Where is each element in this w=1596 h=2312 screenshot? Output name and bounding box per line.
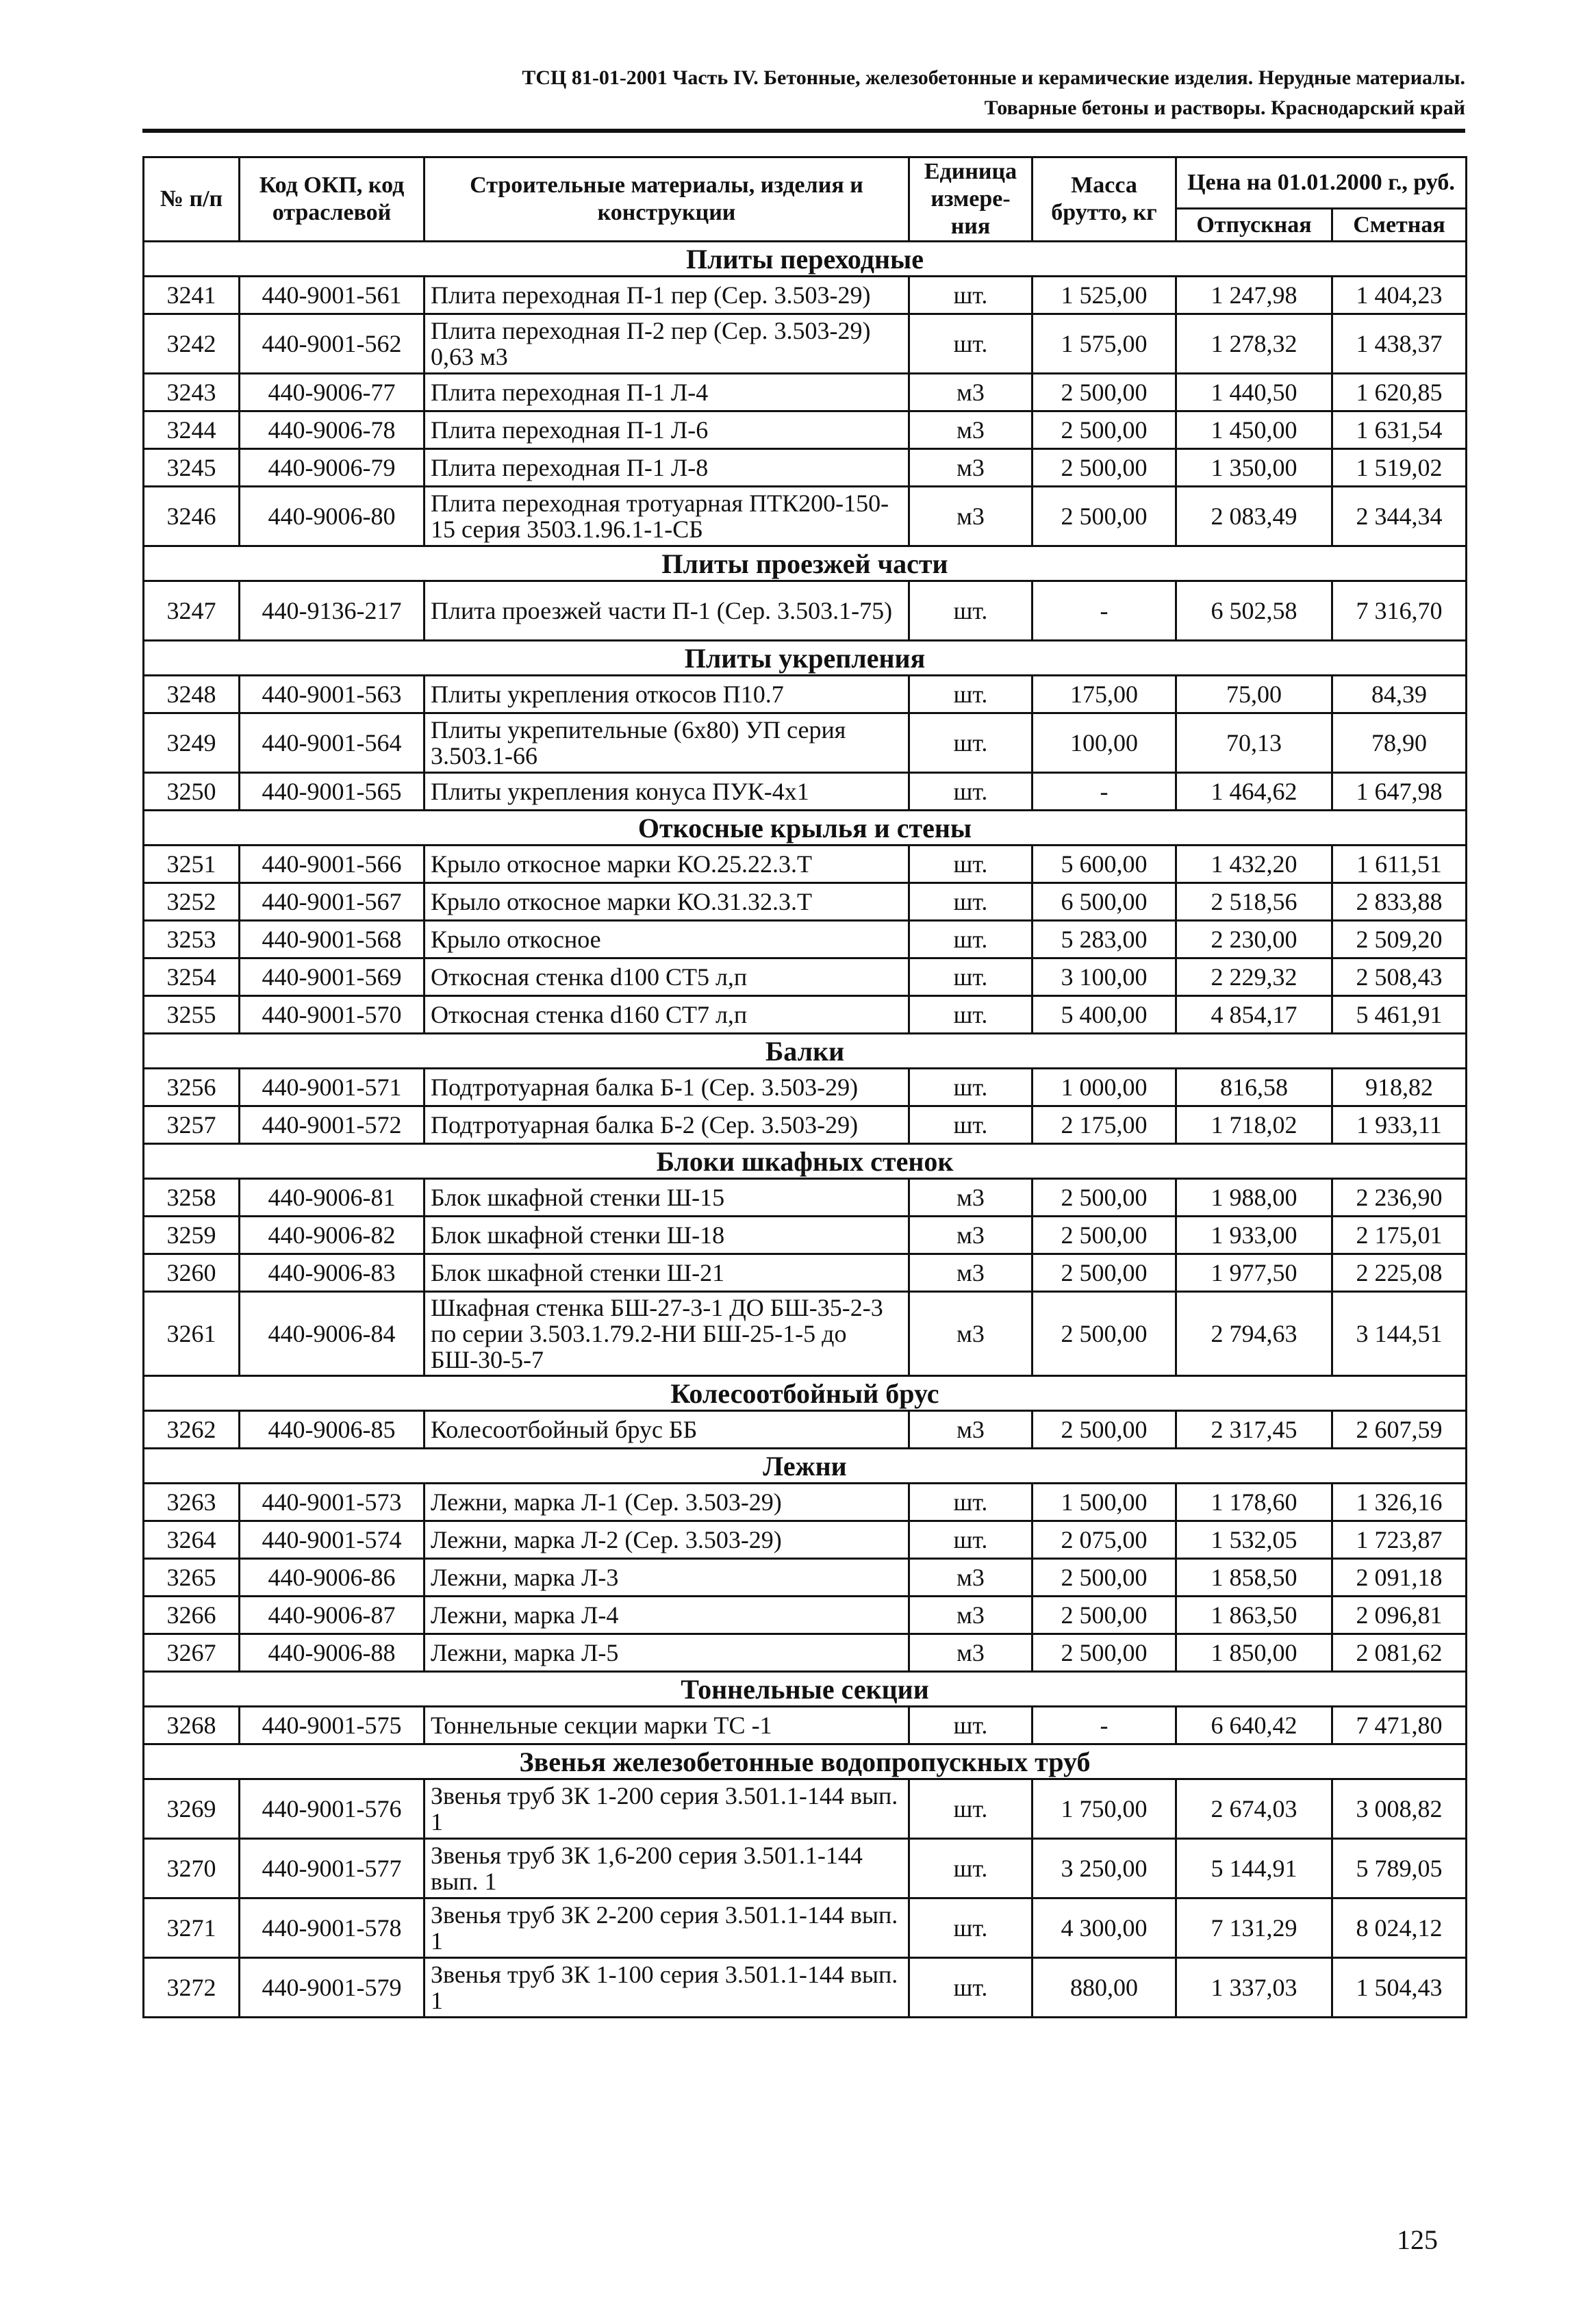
cell-price-estimate: 2 175,01 xyxy=(1332,1217,1467,1254)
cell-unit: м3 xyxy=(909,1179,1033,1217)
cell-price-estimate: 7 316,70 xyxy=(1332,581,1467,641)
cell-no: 3248 xyxy=(144,676,240,713)
cell-unit: шт. xyxy=(909,1707,1033,1744)
cell-price-estimate: 918,82 xyxy=(1332,1069,1467,1106)
table-row xyxy=(144,1559,1467,1597)
table-row xyxy=(144,1106,1467,1144)
cell-name: Блок шкафной стенки Ш-15 xyxy=(425,1179,909,1217)
cell-price-estimate: 1 620,85 xyxy=(1332,374,1467,411)
cell-mass: 5 400,00 xyxy=(1033,996,1176,1034)
table-row xyxy=(144,773,1467,811)
cell-unit: м3 xyxy=(909,449,1033,487)
cell-unit: шт. xyxy=(909,314,1033,374)
cell-price-estimate: 84,39 xyxy=(1332,676,1467,713)
cell-no: 3259 xyxy=(144,1217,240,1254)
cell-code: 440-9001-564 xyxy=(240,713,425,773)
cell-mass: 3 250,00 xyxy=(1033,1839,1176,1898)
cell-name: Плиты укрепительные (6х80) УП серия 3.503.1-66 xyxy=(425,713,909,773)
cell-name: Блок шкафной стенки Ш-18 xyxy=(425,1217,909,1254)
cell-price-estimate: 2 225,08 xyxy=(1332,1254,1467,1292)
cell-no: 3246 xyxy=(144,487,240,546)
cell-price-release: 1 858,50 xyxy=(1176,1559,1332,1597)
cell-unit: м3 xyxy=(909,411,1033,449)
table-row xyxy=(144,1217,1467,1254)
cell-price-estimate: 2 081,62 xyxy=(1332,1634,1467,1672)
cell-price-estimate: 1 647,98 xyxy=(1332,773,1467,811)
col-header-no: № п/п xyxy=(144,157,240,242)
cell-mass: 880,00 xyxy=(1033,1958,1176,2018)
cell-price-release: 1 350,00 xyxy=(1176,449,1332,487)
cell-unit: шт. xyxy=(909,581,1033,641)
cell-mass: - xyxy=(1033,773,1176,811)
table-row xyxy=(144,1292,1467,1376)
cell-code: 440-9006-80 xyxy=(240,487,425,546)
table-row xyxy=(144,314,1467,374)
cell-price-estimate: 2 091,18 xyxy=(1332,1559,1467,1597)
cell-price-release: 1 247,98 xyxy=(1176,277,1332,314)
cell-no: 3241 xyxy=(144,277,240,314)
cell-mass: 2 175,00 xyxy=(1033,1106,1176,1144)
cell-code: 440-9006-84 xyxy=(240,1292,425,1376)
cell-mass: 1 000,00 xyxy=(1033,1069,1176,1106)
cell-price-release: 1 850,00 xyxy=(1176,1634,1332,1672)
cell-price-estimate: 2 508,43 xyxy=(1332,958,1467,996)
cell-no: 3265 xyxy=(144,1559,240,1597)
cell-mass: 2 500,00 xyxy=(1033,1411,1176,1449)
cell-mass: 2 500,00 xyxy=(1033,411,1176,449)
cell-price-estimate: 1 404,23 xyxy=(1332,277,1467,314)
cell-price-estimate: 1 723,87 xyxy=(1332,1521,1467,1559)
table-row xyxy=(144,1634,1467,1672)
cell-code: 440-9006-88 xyxy=(240,1634,425,1672)
table-row xyxy=(144,1411,1467,1449)
col-header-mass: Масса брутто, кг xyxy=(1033,157,1176,242)
header-line-2: Товарные бетоны и растворы. Краснодарский край xyxy=(984,97,1465,119)
cell-price-release: 6 502,58 xyxy=(1176,581,1332,641)
table-row xyxy=(144,1958,1467,2018)
cell-price-release: 1 532,05 xyxy=(1176,1521,1332,1559)
cell-no: 3270 xyxy=(144,1839,240,1898)
cell-code: 440-9006-78 xyxy=(240,411,425,449)
table-row xyxy=(144,921,1467,958)
cell-no: 3249 xyxy=(144,713,240,773)
cell-name: Подтротуарная балка Б-2 (Сер. 3.503-29) xyxy=(425,1106,909,1144)
cell-mass: 1 750,00 xyxy=(1033,1779,1176,1839)
cell-price-estimate: 2 607,59 xyxy=(1332,1411,1467,1449)
cell-price-release: 816,58 xyxy=(1176,1069,1332,1106)
table-row xyxy=(144,883,1467,921)
section-title: Плиты проезжей части xyxy=(144,546,1467,581)
cell-price-estimate: 2 236,90 xyxy=(1332,1179,1467,1217)
cell-unit: м3 xyxy=(909,1597,1033,1634)
cell-name: Колесоотбойный брус ББ xyxy=(425,1411,909,1449)
cell-code: 440-9001-562 xyxy=(240,314,425,374)
cell-unit: шт. xyxy=(909,1958,1033,2018)
col-header-code: Код ОКП, код отраслевой xyxy=(240,157,425,242)
cell-code: 440-9001-568 xyxy=(240,921,425,958)
cell-price-estimate: 1 933,11 xyxy=(1332,1106,1467,1144)
cell-price-estimate: 1 631,54 xyxy=(1332,411,1467,449)
cell-mass: 2 500,00 xyxy=(1033,1292,1176,1376)
section-header xyxy=(144,1672,1467,1707)
cell-name: Плита переходная П-1 пер (Сер. 3.503-29) xyxy=(425,277,909,314)
page-header xyxy=(137,63,1465,123)
table-row xyxy=(144,1484,1467,1521)
cell-name: Тоннельные секции марки ТС -1 xyxy=(425,1707,909,1744)
section-header xyxy=(144,1744,1467,1779)
cell-unit: шт. xyxy=(909,773,1033,811)
cell-price-estimate: 1 611,51 xyxy=(1332,846,1467,883)
cell-name: Лежни, марка Л-5 xyxy=(425,1634,909,1672)
cell-price-release: 1 933,00 xyxy=(1176,1217,1332,1254)
cell-price-estimate: 7 471,80 xyxy=(1332,1707,1467,1744)
col-header-unit: Единица измере-ния xyxy=(909,157,1033,242)
cell-name: Лежни, марка Л-3 xyxy=(425,1559,909,1597)
cell-price-release: 1 440,50 xyxy=(1176,374,1332,411)
cell-price-release: 2 518,56 xyxy=(1176,883,1332,921)
table-row xyxy=(144,411,1467,449)
section-header xyxy=(144,811,1467,846)
table-row xyxy=(144,1898,1467,1958)
cell-code: 440-9006-83 xyxy=(240,1254,425,1292)
cell-price-release: 1 988,00 xyxy=(1176,1179,1332,1217)
table-row xyxy=(144,487,1467,546)
cell-unit: м3 xyxy=(909,1254,1033,1292)
cell-price-release: 6 640,42 xyxy=(1176,1707,1332,1744)
cell-code: 440-9001-573 xyxy=(240,1484,425,1521)
cell-no: 3262 xyxy=(144,1411,240,1449)
cell-mass: 2 075,00 xyxy=(1033,1521,1176,1559)
cell-unit: м3 xyxy=(909,1559,1033,1597)
cell-code: 440-9001-561 xyxy=(240,277,425,314)
cell-no: 3264 xyxy=(144,1521,240,1559)
section-title: Откосные крылья и стены xyxy=(144,811,1467,846)
cell-unit: шт. xyxy=(909,921,1033,958)
section-header xyxy=(144,546,1467,581)
table-row xyxy=(144,676,1467,713)
cell-no: 3250 xyxy=(144,773,240,811)
table-row xyxy=(144,1839,1467,1898)
cell-name: Лежни, марка Л-1 (Сер. 3.503-29) xyxy=(425,1484,909,1521)
section-title: Балки xyxy=(144,1034,1467,1069)
cell-price-release: 1 432,20 xyxy=(1176,846,1332,883)
cell-price-release: 1 178,60 xyxy=(1176,1484,1332,1521)
table-row xyxy=(144,581,1467,641)
cell-code: 440-9006-86 xyxy=(240,1559,425,1597)
cell-unit: шт. xyxy=(909,958,1033,996)
cell-code: 440-9006-87 xyxy=(240,1597,425,1634)
cell-unit: шт. xyxy=(909,996,1033,1034)
cell-code: 440-9136-217 xyxy=(240,581,425,641)
section-title: Лежни xyxy=(144,1449,1467,1484)
cell-name: Откосная стенка d100 СТ5 л,п xyxy=(425,958,909,996)
cell-name: Откосная стенка d160 СТ7 л,п xyxy=(425,996,909,1034)
section-title: Плиты переходные xyxy=(144,242,1467,277)
section-header xyxy=(144,641,1467,676)
cell-unit: шт. xyxy=(909,1069,1033,1106)
cell-mass: 2 500,00 xyxy=(1033,487,1176,546)
cell-price-estimate: 2 509,20 xyxy=(1332,921,1467,958)
table-row xyxy=(144,713,1467,773)
cell-price-estimate: 1 438,37 xyxy=(1332,314,1467,374)
cell-unit: шт. xyxy=(909,676,1033,713)
cell-name: Блок шкафной стенки Ш-21 xyxy=(425,1254,909,1292)
cell-mass: - xyxy=(1033,1707,1176,1744)
page-number: 125 xyxy=(1397,2224,1438,2255)
cell-mass: 2 500,00 xyxy=(1033,1559,1176,1597)
cell-name: Шкафная стенка БШ-27-3-1 ДО БШ-35-2-3 по серии 3.503.1.79.2-НИ БШ-25-1-5 до БШ-30-5-7 xyxy=(425,1292,909,1376)
cell-unit: шт. xyxy=(909,846,1033,883)
cell-no: 3263 xyxy=(144,1484,240,1521)
section-header xyxy=(144,1449,1467,1484)
cell-code: 440-9001-572 xyxy=(240,1106,425,1144)
cell-price-release: 2 794,63 xyxy=(1176,1292,1332,1376)
cell-price-release: 75,00 xyxy=(1176,676,1332,713)
cell-name: Плита переходная П-1 Л-4 xyxy=(425,374,909,411)
cell-price-estimate: 8 024,12 xyxy=(1332,1898,1467,1958)
cell-unit: шт. xyxy=(909,1898,1033,1958)
cell-no: 3269 xyxy=(144,1779,240,1839)
cell-name: Крыло откосное марки КО.25.22.3.Т xyxy=(425,846,909,883)
cell-mass: 2 500,00 xyxy=(1033,1179,1176,1217)
cell-unit: шт. xyxy=(909,883,1033,921)
cell-price-estimate: 2 096,81 xyxy=(1332,1597,1467,1634)
cell-price-estimate: 1 504,43 xyxy=(1332,1958,1467,2018)
cell-price-release: 1 337,03 xyxy=(1176,1958,1332,2018)
cell-price-release: 1 718,02 xyxy=(1176,1106,1332,1144)
table-row xyxy=(144,1069,1467,1106)
cell-price-estimate: 5 461,91 xyxy=(1332,996,1467,1034)
table-row xyxy=(144,277,1467,314)
table-row xyxy=(144,449,1467,487)
cell-no: 3243 xyxy=(144,374,240,411)
cell-no: 3252 xyxy=(144,883,240,921)
section-header xyxy=(144,1376,1467,1411)
section-title: Колесоотбойный брус xyxy=(144,1376,1467,1411)
cell-no: 3253 xyxy=(144,921,240,958)
cell-no: 3272 xyxy=(144,1958,240,2018)
header-rule xyxy=(142,129,1465,133)
cell-price-release: 7 131,29 xyxy=(1176,1898,1332,1958)
cell-price-estimate: 1 326,16 xyxy=(1332,1484,1467,1521)
cell-name: Звенья труб ЗК 1-100 серия 3.501.1-144 вып. 1 xyxy=(425,1958,909,2018)
price-table xyxy=(142,156,1467,2018)
cell-mass: 1 525,00 xyxy=(1033,277,1176,314)
table-row xyxy=(144,1597,1467,1634)
cell-no: 3268 xyxy=(144,1707,240,1744)
cell-no: 3254 xyxy=(144,958,240,996)
cell-mass: 2 500,00 xyxy=(1033,1254,1176,1292)
cell-mass: 3 100,00 xyxy=(1033,958,1176,996)
cell-unit: шт. xyxy=(909,1779,1033,1839)
section-title: Блоки шкафных стенок xyxy=(144,1144,1467,1179)
cell-mass: 100,00 xyxy=(1033,713,1176,773)
cell-name: Подтротуарная балка Б-1 (Сер. 3.503-29) xyxy=(425,1069,909,1106)
cell-code: 440-9006-77 xyxy=(240,374,425,411)
cell-mass: 2 500,00 xyxy=(1033,1217,1176,1254)
cell-price-release: 2 083,49 xyxy=(1176,487,1332,546)
cell-price-release: 1 450,00 xyxy=(1176,411,1332,449)
cell-name: Лежни, марка Л-2 (Сер. 3.503-29) xyxy=(425,1521,909,1559)
cell-unit: м3 xyxy=(909,374,1033,411)
cell-price-release: 2 230,00 xyxy=(1176,921,1332,958)
cell-unit: м3 xyxy=(909,1217,1033,1254)
cell-code: 440-9001-577 xyxy=(240,1839,425,1898)
table-header xyxy=(144,157,1467,242)
cell-mass: 2 500,00 xyxy=(1033,1634,1176,1672)
cell-price-release: 1 464,62 xyxy=(1176,773,1332,811)
cell-price-estimate: 2 344,34 xyxy=(1332,487,1467,546)
cell-mass: 2 500,00 xyxy=(1033,449,1176,487)
section-header xyxy=(144,1034,1467,1069)
cell-unit: м3 xyxy=(909,1411,1033,1449)
cell-no: 3242 xyxy=(144,314,240,374)
cell-price-release: 2 317,45 xyxy=(1176,1411,1332,1449)
cell-name: Плита переходная П-1 Л-8 xyxy=(425,449,909,487)
cell-code: 440-9001-569 xyxy=(240,958,425,996)
section-title: Звенья железобетонные водопропускных труб xyxy=(144,1744,1467,1779)
cell-name: Плиты укрепления конуса ПУК-4х1 xyxy=(425,773,909,811)
cell-no: 3256 xyxy=(144,1069,240,1106)
cell-no: 3251 xyxy=(144,846,240,883)
table-row xyxy=(144,1707,1467,1744)
cell-unit: м3 xyxy=(909,487,1033,546)
cell-name: Крыло откосное xyxy=(425,921,909,958)
cell-name: Крыло откосное марки КО.31.32.3.Т xyxy=(425,883,909,921)
cell-price-release: 1 977,50 xyxy=(1176,1254,1332,1292)
cell-name: Звенья труб ЗК 2-200 серия 3.501.1-144 вып. 1 xyxy=(425,1898,909,1958)
cell-unit: шт. xyxy=(909,1106,1033,1144)
cell-unit: шт. xyxy=(909,1839,1033,1898)
cell-code: 440-9001-576 xyxy=(240,1779,425,1839)
col-header-name: Строительные материалы, изделия и конструкции xyxy=(425,157,909,242)
col-header-price-estimate: Сметная xyxy=(1332,209,1467,242)
cell-name: Плита переходная П-2 пер (Сер. 3.503-29) 0,63 м3 xyxy=(425,314,909,374)
cell-price-estimate: 1 519,02 xyxy=(1332,449,1467,487)
cell-name: Плита переходная П-1 Л-6 xyxy=(425,411,909,449)
section-header xyxy=(144,1144,1467,1179)
cell-price-release: 2 229,32 xyxy=(1176,958,1332,996)
cell-code: 440-9001-571 xyxy=(240,1069,425,1106)
cell-unit: м3 xyxy=(909,1634,1033,1672)
table-body xyxy=(144,242,1467,2018)
cell-unit: шт. xyxy=(909,1484,1033,1521)
cell-mass: 2 500,00 xyxy=(1033,374,1176,411)
table-row xyxy=(144,1179,1467,1217)
cell-unit: шт. xyxy=(909,713,1033,773)
cell-code: 440-9006-79 xyxy=(240,449,425,487)
table-row xyxy=(144,1779,1467,1839)
cell-price-release: 5 144,91 xyxy=(1176,1839,1332,1898)
cell-no: 3261 xyxy=(144,1292,240,1376)
cell-no: 3260 xyxy=(144,1254,240,1292)
cell-no: 3267 xyxy=(144,1634,240,1672)
cell-unit: шт. xyxy=(909,277,1033,314)
section-header xyxy=(144,242,1467,277)
cell-no: 3257 xyxy=(144,1106,240,1144)
cell-mass: 6 500,00 xyxy=(1033,883,1176,921)
cell-no: 3258 xyxy=(144,1179,240,1217)
cell-price-release: 70,13 xyxy=(1176,713,1332,773)
cell-name: Лежни, марка Л-4 xyxy=(425,1597,909,1634)
cell-no: 3247 xyxy=(144,581,240,641)
cell-price-estimate: 3 008,82 xyxy=(1332,1779,1467,1839)
cell-mass: 1 500,00 xyxy=(1033,1484,1176,1521)
cell-no: 3244 xyxy=(144,411,240,449)
cell-name: Плиты укрепления откосов П10.7 xyxy=(425,676,909,713)
cell-code: 440-9001-566 xyxy=(240,846,425,883)
cell-price-release: 4 854,17 xyxy=(1176,996,1332,1034)
cell-price-estimate: 2 833,88 xyxy=(1332,883,1467,921)
cell-no: 3266 xyxy=(144,1597,240,1634)
table-row xyxy=(144,958,1467,996)
cell-price-release: 1 863,50 xyxy=(1176,1597,1332,1634)
cell-price-release: 2 674,03 xyxy=(1176,1779,1332,1839)
col-header-price-release: Отпускная xyxy=(1176,209,1332,242)
cell-mass: - xyxy=(1033,581,1176,641)
cell-code: 440-9006-85 xyxy=(240,1411,425,1449)
cell-name: Плита переходная тротуарная ПТК200-150-15 серия 3503.1.96.1-1-СБ xyxy=(425,487,909,546)
table-row xyxy=(144,1254,1467,1292)
header-line-1: ТСЦ 81-01-2001 Часть IV. Бетонные, железобетонные и керамические изделия. Нерудные материалы. xyxy=(522,66,1465,89)
cell-mass: 5 283,00 xyxy=(1033,921,1176,958)
cell-code: 440-9001-578 xyxy=(240,1898,425,1958)
cell-mass: 4 300,00 xyxy=(1033,1898,1176,1958)
cell-name: Звенья труб ЗК 1,6-200 серия 3.501.1-144 вып. 1 xyxy=(425,1839,909,1898)
cell-mass: 2 500,00 xyxy=(1033,1597,1176,1634)
cell-name: Плита проезжей части П-1 (Сер. 3.503.1-75) xyxy=(425,581,909,641)
cell-code: 440-9006-82 xyxy=(240,1217,425,1254)
col-header-price-group: Цена на 01.01.2000 г., руб. xyxy=(1176,157,1467,209)
table-row xyxy=(144,374,1467,411)
cell-code: 440-9006-81 xyxy=(240,1179,425,1217)
cell-unit: м3 xyxy=(909,1292,1033,1376)
cell-price-release: 1 278,32 xyxy=(1176,314,1332,374)
cell-unit: шт. xyxy=(909,1521,1033,1559)
cell-mass: 5 600,00 xyxy=(1033,846,1176,883)
cell-code: 440-9001-567 xyxy=(240,883,425,921)
cell-no: 3245 xyxy=(144,449,240,487)
cell-price-estimate: 5 789,05 xyxy=(1332,1839,1467,1898)
cell-price-estimate: 3 144,51 xyxy=(1332,1292,1467,1376)
cell-code: 440-9001-563 xyxy=(240,676,425,713)
cell-price-estimate: 78,90 xyxy=(1332,713,1467,773)
cell-code: 440-9001-570 xyxy=(240,996,425,1034)
cell-name: Звенья труб ЗК 1-200 серия 3.501.1-144 вып. 1 xyxy=(425,1779,909,1839)
cell-no: 3255 xyxy=(144,996,240,1034)
section-title: Плиты укрепления xyxy=(144,641,1467,676)
table-row xyxy=(144,1521,1467,1559)
table-row xyxy=(144,996,1467,1034)
section-title: Тоннельные секции xyxy=(144,1672,1467,1707)
cell-code: 440-9001-574 xyxy=(240,1521,425,1559)
cell-mass: 1 575,00 xyxy=(1033,314,1176,374)
cell-code: 440-9001-575 xyxy=(240,1707,425,1744)
table-row xyxy=(144,846,1467,883)
cell-code: 440-9001-565 xyxy=(240,773,425,811)
cell-mass: 175,00 xyxy=(1033,676,1176,713)
cell-no: 3271 xyxy=(144,1898,240,1958)
cell-code: 440-9001-579 xyxy=(240,1958,425,2018)
